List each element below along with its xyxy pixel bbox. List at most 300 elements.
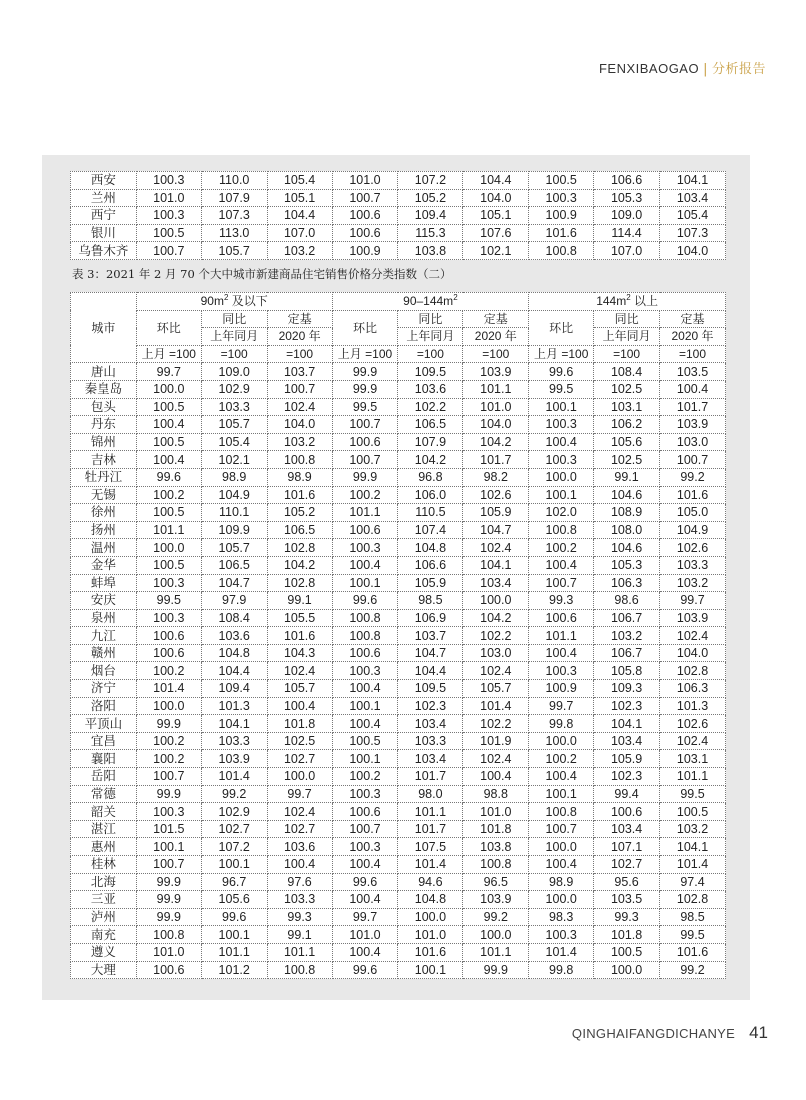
value-cell: 105.9 xyxy=(594,750,660,768)
value-cell: 98.5 xyxy=(398,592,463,610)
value-cell: 98.9 xyxy=(529,873,594,891)
value-cell: 105.0 xyxy=(660,504,726,522)
value-cell: 103.8 xyxy=(398,242,463,260)
value-cell: 100.4 xyxy=(463,768,529,786)
value-cell: 101.0 xyxy=(332,926,398,944)
value-cell: 106.9 xyxy=(398,609,463,627)
value-cell: 102.2 xyxy=(398,398,463,416)
value-cell: 100.1 xyxy=(332,697,398,715)
value-cell: 108.4 xyxy=(201,609,267,627)
value-cell: 105.6 xyxy=(594,433,660,451)
value-cell: 101.4 xyxy=(201,768,267,786)
value-cell: 106.2 xyxy=(594,416,660,434)
value-cell: 100.5 xyxy=(529,172,594,190)
value-cell: 104.2 xyxy=(463,609,529,627)
table-row xyxy=(71,521,726,539)
value-cell: 104.7 xyxy=(463,521,529,539)
value-cell: 98.9 xyxy=(267,468,332,486)
value-cell: 106.7 xyxy=(594,609,660,627)
value-cell: 100.7 xyxy=(660,451,726,469)
value-cell: 100.1 xyxy=(529,398,594,416)
value-cell: 108.9 xyxy=(594,504,660,522)
value-cell: 103.0 xyxy=(660,433,726,451)
city-cell: 襄阳 xyxy=(71,750,137,768)
value-cell: 100.1 xyxy=(332,750,398,768)
value-cell: 100.0 xyxy=(136,380,201,398)
value-cell: 100.0 xyxy=(136,539,201,557)
value-cell: 106.5 xyxy=(201,556,267,574)
value-cell: 109.9 xyxy=(201,521,267,539)
value-cell: 100.7 xyxy=(529,574,594,592)
value-cell: 105.3 xyxy=(594,556,660,574)
header-cn: 分析报告 xyxy=(711,62,766,77)
value-cell: 100.6 xyxy=(529,609,594,627)
header-base-l1: 定基 xyxy=(463,310,529,328)
value-cell: 107.1 xyxy=(594,838,660,856)
table-row xyxy=(71,627,726,645)
value-cell: 102.7 xyxy=(267,820,332,838)
value-cell: 110.5 xyxy=(398,504,463,522)
value-cell: 99.9 xyxy=(463,961,529,979)
value-cell: 103.5 xyxy=(594,891,660,909)
value-cell: 101.1 xyxy=(463,943,529,961)
value-cell: 100.4 xyxy=(332,556,398,574)
value-cell: 104.4 xyxy=(267,207,332,225)
value-cell: 100.4 xyxy=(136,451,201,469)
value-cell: 101.1 xyxy=(398,803,463,821)
header-mom-top: 环比 xyxy=(549,320,574,335)
footer-en: QINGHAIFANGDICHANYE xyxy=(571,1026,736,1041)
value-cell: 100.1 xyxy=(136,838,201,856)
value-cell: 100.0 xyxy=(529,468,594,486)
value-cell: 100.3 xyxy=(529,189,594,207)
value-cell: 103.7 xyxy=(398,627,463,645)
table-row xyxy=(71,785,726,803)
value-cell: 103.4 xyxy=(463,574,529,592)
value-cell: 104.1 xyxy=(660,838,726,856)
value-cell: 100.7 xyxy=(136,768,201,786)
city-cell: 牡丹江 xyxy=(71,468,137,486)
group-sup: 2 xyxy=(453,293,458,303)
value-cell: 106.0 xyxy=(398,486,463,504)
value-cell: 101.4 xyxy=(463,697,529,715)
value-cell: 102.1 xyxy=(201,451,267,469)
value-cell: 107.3 xyxy=(201,207,267,225)
value-cell: 106.3 xyxy=(594,574,660,592)
value-cell: 99.1 xyxy=(594,468,660,486)
city-cell: 金华 xyxy=(71,556,137,574)
city-cell: 安庆 xyxy=(71,592,137,610)
value-cell: 106.6 xyxy=(594,172,660,190)
value-cell: 100.3 xyxy=(136,172,201,190)
value-cell: 100.8 xyxy=(267,451,332,469)
value-cell: 100.4 xyxy=(529,433,594,451)
city-cell: 南充 xyxy=(71,926,137,944)
page-number: 41 xyxy=(749,1023,768,1042)
value-cell: 102.7 xyxy=(267,750,332,768)
value-cell: 100.4 xyxy=(332,943,398,961)
header-mom-top: 环比 xyxy=(156,320,181,335)
value-cell: 100.3 xyxy=(529,662,594,680)
table-row xyxy=(71,732,726,750)
value-cell: 101.7 xyxy=(398,820,463,838)
table-row xyxy=(71,838,726,856)
city-cell: 西宁 xyxy=(71,207,137,225)
value-cell: 106.6 xyxy=(398,556,463,574)
value-cell: 99.6 xyxy=(136,468,201,486)
header-group-mid xyxy=(332,293,529,311)
value-cell: 100.3 xyxy=(529,926,594,944)
value-cell: 100.3 xyxy=(136,803,201,821)
header-yoy-l3: =100 xyxy=(594,345,660,363)
value-cell: 100.0 xyxy=(529,732,594,750)
value-cell: 96.7 xyxy=(201,873,267,891)
table-row xyxy=(71,662,726,680)
value-cell: 99.2 xyxy=(201,785,267,803)
value-cell: 103.7 xyxy=(267,363,332,381)
value-cell: 98.0 xyxy=(398,785,463,803)
value-cell: 95.6 xyxy=(594,873,660,891)
value-cell: 103.3 xyxy=(398,732,463,750)
value-cell: 104.4 xyxy=(201,662,267,680)
table-row xyxy=(71,468,726,486)
value-cell: 108.4 xyxy=(594,363,660,381)
value-cell: 98.8 xyxy=(463,785,529,803)
value-cell: 107.3 xyxy=(660,224,726,242)
header-base-l3: =100 xyxy=(267,345,332,363)
value-cell: 100.8 xyxy=(332,627,398,645)
value-cell: 100.2 xyxy=(332,486,398,504)
value-cell: 104.4 xyxy=(398,662,463,680)
value-cell: 100.7 xyxy=(136,242,201,260)
value-cell: 102.5 xyxy=(267,732,332,750)
city-cell: 温州 xyxy=(71,539,137,557)
city-cell: 常德 xyxy=(71,785,137,803)
table-header xyxy=(71,293,726,363)
header-yoy-l2: 上年同月 xyxy=(594,328,660,346)
value-cell: 104.4 xyxy=(463,172,529,190)
value-cell: 100.5 xyxy=(136,224,201,242)
table-row xyxy=(71,592,726,610)
value-cell: 103.2 xyxy=(660,574,726,592)
value-cell: 100.6 xyxy=(136,644,201,662)
value-cell: 102.8 xyxy=(660,662,726,680)
table-row xyxy=(71,433,726,451)
value-cell: 104.1 xyxy=(201,715,267,733)
value-cell: 103.4 xyxy=(398,715,463,733)
value-cell: 100.3 xyxy=(136,574,201,592)
header-separator: | xyxy=(703,62,708,77)
value-cell: 102.8 xyxy=(660,891,726,909)
value-cell: 99.6 xyxy=(201,908,267,926)
city-cell: 扬州 xyxy=(71,521,137,539)
value-cell: 100.3 xyxy=(529,416,594,434)
value-cell: 103.3 xyxy=(267,891,332,909)
value-cell: 99.5 xyxy=(660,785,726,803)
value-cell: 99.7 xyxy=(136,363,201,381)
table-row xyxy=(71,539,726,557)
value-cell: 101.8 xyxy=(594,926,660,944)
value-cell: 102.7 xyxy=(201,820,267,838)
value-cell: 105.1 xyxy=(463,207,529,225)
value-cell: 110.0 xyxy=(201,172,267,190)
value-cell: 106.3 xyxy=(660,680,726,698)
value-cell: 107.0 xyxy=(267,224,332,242)
value-cell: 101.1 xyxy=(267,943,332,961)
value-cell: 100.3 xyxy=(332,838,398,856)
value-cell: 103.1 xyxy=(594,398,660,416)
value-cell: 99.1 xyxy=(267,926,332,944)
value-cell: 100.8 xyxy=(463,856,529,874)
value-cell: 104.0 xyxy=(660,644,726,662)
table-row xyxy=(71,451,726,469)
value-cell: 100.7 xyxy=(136,856,201,874)
value-cell: 99.7 xyxy=(529,697,594,715)
value-cell: 102.4 xyxy=(267,662,332,680)
value-cell: 102.8 xyxy=(267,539,332,557)
value-cell: 101.4 xyxy=(136,680,201,698)
value-cell: 115.3 xyxy=(398,224,463,242)
value-cell: 100.6 xyxy=(332,803,398,821)
value-cell: 104.6 xyxy=(594,539,660,557)
city-cell: 惠州 xyxy=(71,838,137,856)
table-row xyxy=(71,242,726,260)
value-cell: 100.3 xyxy=(136,207,201,225)
value-cell: 99.6 xyxy=(332,961,398,979)
value-cell: 100.3 xyxy=(529,451,594,469)
value-cell: 99.8 xyxy=(529,715,594,733)
header-base-l2: 2020 年 xyxy=(463,328,529,346)
value-cell: 101.4 xyxy=(660,856,726,874)
value-cell: 99.6 xyxy=(332,873,398,891)
value-cell: 102.4 xyxy=(267,803,332,821)
header-yoy-l1: 同比 xyxy=(201,310,267,328)
table-row xyxy=(71,398,726,416)
value-cell: 102.6 xyxy=(660,539,726,557)
value-cell: 107.4 xyxy=(398,521,463,539)
value-cell: 102.4 xyxy=(660,732,726,750)
continued-table xyxy=(70,171,726,260)
value-cell: 100.5 xyxy=(594,943,660,961)
value-cell: 101.6 xyxy=(267,486,332,504)
value-cell: 101.5 xyxy=(136,820,201,838)
value-cell: 94.6 xyxy=(398,873,463,891)
page-header xyxy=(599,58,766,77)
value-cell: 100.3 xyxy=(332,785,398,803)
value-cell: 99.9 xyxy=(136,785,201,803)
value-cell: 101.1 xyxy=(136,521,201,539)
value-cell: 100.3 xyxy=(332,539,398,557)
value-cell: 99.9 xyxy=(332,380,398,398)
value-cell: 102.3 xyxy=(398,697,463,715)
header-yoy-l3: =100 xyxy=(201,345,267,363)
value-cell: 100.6 xyxy=(332,207,398,225)
value-cell: 101.8 xyxy=(463,820,529,838)
city-cell: 大理 xyxy=(71,961,137,979)
value-cell: 105.2 xyxy=(398,189,463,207)
value-cell: 101.1 xyxy=(201,943,267,961)
value-cell: 102.4 xyxy=(463,662,529,680)
value-cell: 100.5 xyxy=(660,803,726,821)
value-cell: 103.6 xyxy=(398,380,463,398)
value-cell: 104.7 xyxy=(398,644,463,662)
value-cell: 108.0 xyxy=(594,521,660,539)
value-cell: 100.5 xyxy=(136,433,201,451)
value-cell: 103.3 xyxy=(201,732,267,750)
value-cell: 99.2 xyxy=(463,908,529,926)
value-cell: 97.9 xyxy=(201,592,267,610)
value-cell: 98.5 xyxy=(660,908,726,926)
table-row xyxy=(71,380,726,398)
value-cell: 104.0 xyxy=(463,189,529,207)
value-cell: 100.6 xyxy=(332,644,398,662)
value-cell: 98.3 xyxy=(529,908,594,926)
value-cell: 99.3 xyxy=(267,908,332,926)
value-cell: 100.4 xyxy=(332,891,398,909)
city-cell: 锦州 xyxy=(71,433,137,451)
header-group-large xyxy=(529,293,726,311)
header-base-l2: 2020 年 xyxy=(660,328,726,346)
value-cell: 100.4 xyxy=(529,556,594,574)
value-cell: 99.3 xyxy=(529,592,594,610)
value-cell: 101.4 xyxy=(398,856,463,874)
value-cell: 101.7 xyxy=(660,398,726,416)
header-base-l1: 定基 xyxy=(267,310,332,328)
value-cell: 103.4 xyxy=(398,750,463,768)
header-yoy-l1: 同比 xyxy=(594,310,660,328)
value-cell: 99.9 xyxy=(332,363,398,381)
value-cell: 100.0 xyxy=(136,697,201,715)
city-cell: 唐山 xyxy=(71,363,137,381)
value-cell: 105.9 xyxy=(463,504,529,522)
value-cell: 109.5 xyxy=(398,363,463,381)
value-cell: 100.2 xyxy=(136,732,201,750)
header-mom-top: 环比 xyxy=(352,320,377,335)
value-cell: 100.8 xyxy=(529,242,594,260)
value-cell: 100.3 xyxy=(136,609,201,627)
value-cell: 100.2 xyxy=(136,662,201,680)
value-cell: 105.4 xyxy=(660,207,726,225)
value-cell: 100.2 xyxy=(332,768,398,786)
value-cell: 99.1 xyxy=(267,592,332,610)
city-cell: 湛江 xyxy=(71,820,137,838)
header-yoy-l2: 上年同月 xyxy=(201,328,267,346)
header-mom-bottom: 上月 =100 xyxy=(136,345,201,363)
value-cell: 100.0 xyxy=(594,961,660,979)
header-en: FENXIBAOGAO xyxy=(598,61,700,76)
value-cell: 109.0 xyxy=(594,207,660,225)
value-cell: 104.2 xyxy=(463,433,529,451)
value-cell: 99.3 xyxy=(594,908,660,926)
group-sup: 2 xyxy=(626,293,631,303)
value-cell: 103.9 xyxy=(660,416,726,434)
city-cell: 泉州 xyxy=(71,609,137,627)
value-cell: 101.8 xyxy=(267,715,332,733)
value-cell: 107.9 xyxy=(201,189,267,207)
city-cell: 洛阳 xyxy=(71,697,137,715)
city-cell: 泸州 xyxy=(71,908,137,926)
value-cell: 101.6 xyxy=(529,224,594,242)
value-cell: 100.0 xyxy=(463,926,529,944)
header-mom-bottom: 上月 =100 xyxy=(529,345,594,363)
value-cell: 100.4 xyxy=(136,416,201,434)
value-cell: 96.5 xyxy=(463,873,529,891)
table-row xyxy=(71,644,726,662)
value-cell: 100.7 xyxy=(267,380,332,398)
header-base-l2: 2020 年 xyxy=(267,328,332,346)
value-cell: 104.3 xyxy=(267,644,332,662)
value-cell: 103.9 xyxy=(201,750,267,768)
value-cell: 103.3 xyxy=(201,398,267,416)
value-cell: 100.6 xyxy=(136,627,201,645)
table-row xyxy=(71,926,726,944)
header-yoy-l2: 上年同月 xyxy=(398,328,463,346)
city-cell: 韶关 xyxy=(71,803,137,821)
value-cell: 99.9 xyxy=(136,715,201,733)
value-cell: 105.3 xyxy=(594,189,660,207)
value-cell: 102.2 xyxy=(463,627,529,645)
value-cell: 104.1 xyxy=(594,715,660,733)
value-cell: 105.4 xyxy=(201,433,267,451)
city-cell: 岳阳 xyxy=(71,768,137,786)
value-cell: 98.6 xyxy=(594,592,660,610)
city-cell: 西安 xyxy=(71,172,137,190)
value-cell: 102.8 xyxy=(267,574,332,592)
table-row xyxy=(71,504,726,522)
value-cell: 100.0 xyxy=(398,908,463,926)
header-city: 城市 xyxy=(71,293,137,363)
value-cell: 100.5 xyxy=(136,556,201,574)
value-cell: 100.4 xyxy=(332,856,398,874)
value-cell: 104.1 xyxy=(660,172,726,190)
value-cell: 99.7 xyxy=(660,592,726,610)
city-cell: 平顶山 xyxy=(71,715,137,733)
value-cell: 105.7 xyxy=(201,242,267,260)
value-cell: 100.0 xyxy=(267,768,332,786)
value-cell: 103.1 xyxy=(660,750,726,768)
value-cell: 100.5 xyxy=(136,504,201,522)
value-cell: 103.6 xyxy=(267,838,332,856)
value-cell: 113.0 xyxy=(201,224,267,242)
table-row xyxy=(71,873,726,891)
value-cell: 102.7 xyxy=(594,856,660,874)
header-base-l1: 定基 xyxy=(660,310,726,328)
table-row xyxy=(71,961,726,979)
value-cell: 102.5 xyxy=(594,451,660,469)
value-cell: 103.0 xyxy=(463,644,529,662)
value-cell: 103.2 xyxy=(267,242,332,260)
city-cell: 兰州 xyxy=(71,189,137,207)
header-mom xyxy=(136,310,201,345)
header-base-l3: =100 xyxy=(660,345,726,363)
city-cell: 赣州 xyxy=(71,644,137,662)
value-cell: 100.6 xyxy=(332,433,398,451)
value-cell: 103.4 xyxy=(660,189,726,207)
value-cell: 101.0 xyxy=(463,803,529,821)
value-cell: 105.9 xyxy=(398,574,463,592)
value-cell: 109.3 xyxy=(594,680,660,698)
value-cell: 100.8 xyxy=(136,926,201,944)
value-cell: 109.4 xyxy=(201,680,267,698)
value-cell: 104.0 xyxy=(660,242,726,260)
city-cell: 无锡 xyxy=(71,486,137,504)
value-cell: 102.6 xyxy=(463,486,529,504)
value-cell: 104.2 xyxy=(267,556,332,574)
value-cell: 100.1 xyxy=(332,574,398,592)
value-cell: 102.9 xyxy=(201,803,267,821)
value-cell: 100.3 xyxy=(332,662,398,680)
city-cell: 银川 xyxy=(71,224,137,242)
